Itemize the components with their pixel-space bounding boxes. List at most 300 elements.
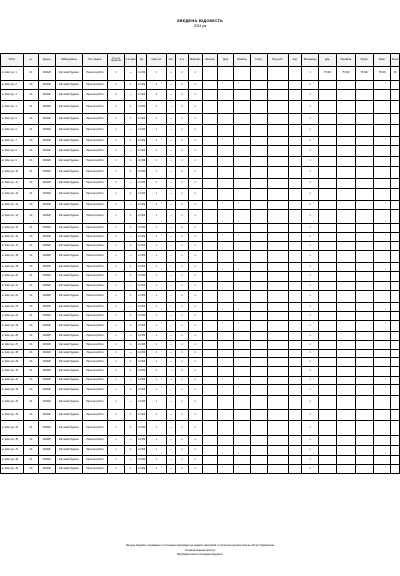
table-cell bbox=[373, 312, 391, 321]
table-cell: — bbox=[166, 81, 175, 90]
table-cell bbox=[373, 90, 391, 101]
table-cell bbox=[202, 81, 218, 90]
table-cell: 1 bbox=[146, 179, 166, 189]
table-cell: 1 bbox=[302, 189, 319, 201]
table-cell: 1 bbox=[302, 67, 319, 81]
table-cell bbox=[202, 291, 218, 303]
table-cell: 4 bbox=[176, 81, 189, 90]
table-cell bbox=[233, 81, 250, 90]
table-cell: 1 bbox=[188, 101, 202, 114]
table-cell: 1 bbox=[108, 282, 125, 291]
table-cell: 1/1 bbox=[24, 321, 39, 332]
table-cell: Проектні роботи bbox=[82, 291, 107, 303]
table-cell: 1 bbox=[302, 251, 319, 263]
table-cell: м. Київ, вул. 21 bbox=[1, 282, 24, 291]
table-cell bbox=[267, 157, 288, 167]
table-cell bbox=[202, 410, 218, 421]
table-row bbox=[1, 410, 400, 421]
table-cell bbox=[267, 224, 288, 233]
table-cell bbox=[218, 167, 234, 179]
table-cell bbox=[218, 303, 234, 312]
table-cell: 1 bbox=[176, 251, 189, 263]
table-cell: 1 bbox=[188, 332, 202, 341]
table-cell bbox=[218, 201, 234, 210]
column-header: Дод. bbox=[319, 54, 337, 67]
table-cell: 1 bbox=[188, 321, 202, 332]
table-cell bbox=[250, 233, 267, 242]
table-cell bbox=[288, 377, 302, 385]
table-cell bbox=[391, 465, 400, 474]
table-cell bbox=[218, 421, 234, 436]
page-subtitle: 2024 рік bbox=[193, 24, 207, 28]
table-cell bbox=[355, 350, 373, 358]
table-cell: — bbox=[166, 321, 175, 332]
table-cell bbox=[250, 251, 267, 263]
table-cell: 1 bbox=[146, 367, 166, 377]
table-cell: 10/2020 bbox=[38, 385, 55, 396]
table-cell: м. Київ, вул. 2 bbox=[1, 81, 24, 90]
table-cell: 2 bbox=[146, 90, 166, 101]
table-cell: 10/2020 bbox=[38, 125, 55, 137]
table-cell bbox=[233, 224, 250, 233]
table-cell: 1 bbox=[188, 114, 202, 125]
table-cell bbox=[336, 436, 355, 446]
table-cell: 10/2020 bbox=[38, 224, 55, 233]
table-cell bbox=[391, 224, 400, 233]
table-cell bbox=[336, 263, 355, 272]
table-cell: 1 bbox=[302, 385, 319, 396]
table-cell: Проектні роботи bbox=[82, 332, 107, 341]
table-cell bbox=[202, 189, 218, 201]
table-cell: 1 bbox=[176, 272, 189, 282]
table-cell: 1 bbox=[108, 377, 125, 385]
table-cell: Проектні роботи bbox=[82, 350, 107, 358]
table-cell bbox=[319, 81, 337, 90]
table-cell bbox=[373, 251, 391, 263]
table-cell bbox=[336, 179, 355, 189]
table-cell: — bbox=[166, 251, 175, 263]
table-cell bbox=[355, 291, 373, 303]
table-cell: — bbox=[124, 350, 137, 358]
table-cell: 1 bbox=[146, 201, 166, 210]
table-cell: 1/1 bbox=[24, 282, 39, 291]
table-cell: 14 000 bbox=[137, 251, 146, 263]
table-cell bbox=[355, 465, 373, 474]
table-cell: 10/2020 bbox=[38, 291, 55, 303]
table-cell: — bbox=[166, 385, 175, 396]
table-cell bbox=[250, 90, 267, 101]
table-cell bbox=[233, 90, 250, 101]
table-cell: 1 bbox=[302, 341, 319, 350]
table-cell: 1 bbox=[124, 157, 137, 167]
table-cell bbox=[288, 410, 302, 421]
table-cell: м. Київ, вул. 29 bbox=[1, 358, 24, 367]
table-cell bbox=[391, 137, 400, 146]
table-cell bbox=[267, 282, 288, 291]
table-row bbox=[1, 282, 400, 291]
table-cell: — bbox=[124, 179, 137, 189]
column-header: Ціна, грн bbox=[146, 54, 166, 67]
table-cell bbox=[288, 179, 302, 189]
table-cell: 1 bbox=[146, 224, 166, 233]
table-cell bbox=[218, 67, 234, 81]
table-cell: 10/2020 bbox=[38, 410, 55, 421]
table-cell bbox=[218, 81, 234, 90]
table-cell: 1 bbox=[302, 201, 319, 210]
table-cell: м. Київ, вул. 8 bbox=[1, 146, 24, 157]
table-cell: Житловий будинок bbox=[55, 179, 82, 189]
table-row bbox=[1, 224, 400, 233]
column-header: К-ть факт bbox=[124, 54, 137, 67]
table-cell bbox=[288, 436, 302, 446]
table-cell: 4 bbox=[176, 101, 189, 114]
table-cell: — bbox=[166, 101, 175, 114]
table-cell: — bbox=[124, 377, 137, 385]
table-cell bbox=[267, 396, 288, 410]
table-cell bbox=[391, 332, 400, 341]
table-cell: 1 bbox=[302, 321, 319, 332]
footer-signature-1: Головний інженер проекту bbox=[184, 549, 216, 552]
table-cell: 1 bbox=[176, 332, 189, 341]
table-cell: 1/1 bbox=[24, 291, 39, 303]
table-cell: Проектні роботи bbox=[82, 167, 107, 179]
table-cell: Проектні роботи bbox=[82, 114, 107, 125]
table-cell: Житловий будинок bbox=[55, 377, 82, 385]
table-cell bbox=[336, 90, 355, 101]
table-cell bbox=[355, 282, 373, 291]
table-cell bbox=[218, 410, 234, 421]
table-cell bbox=[288, 358, 302, 367]
table-cell bbox=[319, 90, 337, 101]
table-cell: 1 bbox=[188, 410, 202, 421]
table-cell bbox=[233, 272, 250, 282]
table-cell bbox=[288, 421, 302, 436]
table-cell bbox=[202, 179, 218, 189]
table-cell: Житловий будинок bbox=[55, 81, 82, 90]
table-cell bbox=[373, 210, 391, 224]
table-cell: 1 bbox=[302, 146, 319, 157]
table-cell bbox=[319, 358, 337, 367]
table-cell: 1 bbox=[176, 157, 189, 167]
column-header: Залишок bbox=[202, 54, 218, 67]
table-cell bbox=[319, 465, 337, 474]
table-cell: Проектні роботи bbox=[82, 341, 107, 350]
table-cell bbox=[319, 167, 337, 179]
table-cell bbox=[391, 125, 400, 137]
table-cell: — bbox=[166, 242, 175, 251]
table-cell: 10/2020 bbox=[38, 201, 55, 210]
table-cell: м. Київ, вул. 23 bbox=[1, 303, 24, 312]
table-cell: 1 bbox=[146, 465, 166, 474]
table-cell bbox=[233, 114, 250, 125]
table-cell: 1 bbox=[108, 67, 125, 81]
table-cell: 1 bbox=[108, 263, 125, 272]
table-cell bbox=[202, 377, 218, 385]
table-cell bbox=[267, 321, 288, 332]
table-cell: — bbox=[124, 67, 137, 81]
table-cell bbox=[233, 157, 250, 167]
table-cell: Житловий будинок bbox=[55, 224, 82, 233]
table-cell bbox=[391, 350, 400, 358]
table-cell: 14 000 bbox=[137, 233, 146, 242]
table-cell bbox=[355, 189, 373, 201]
table-cell bbox=[391, 367, 400, 377]
table-cell: 10/2020 bbox=[38, 146, 55, 157]
table-cell: — bbox=[124, 332, 137, 341]
table-cell bbox=[288, 282, 302, 291]
table-cell bbox=[267, 421, 288, 436]
table-cell: 1 bbox=[108, 81, 125, 90]
table-cell: 1 bbox=[176, 282, 189, 291]
table-cell bbox=[288, 263, 302, 272]
table-cell: 1 bbox=[176, 114, 189, 125]
table-cell: 1 bbox=[188, 157, 202, 167]
table-cell: 1 bbox=[108, 125, 125, 137]
table-cell bbox=[319, 242, 337, 251]
table-cell: 10/2020 bbox=[38, 189, 55, 201]
table-cell: 1 bbox=[188, 358, 202, 367]
table-cell bbox=[233, 263, 250, 272]
table-cell bbox=[250, 321, 267, 332]
table-cell: м. Київ, вул. 36 bbox=[1, 436, 24, 446]
table-cell: — bbox=[166, 210, 175, 224]
table-cell bbox=[373, 465, 391, 474]
table-cell bbox=[202, 233, 218, 242]
table-cell: 1 bbox=[124, 167, 137, 179]
table-cell: 10/2020 bbox=[38, 377, 55, 385]
table-cell: 1 bbox=[176, 179, 189, 189]
table-cell bbox=[336, 341, 355, 350]
table-cell: 1 bbox=[176, 201, 189, 210]
table-cell: 1/1 bbox=[24, 465, 39, 474]
table-cell bbox=[336, 157, 355, 167]
table-cell bbox=[267, 189, 288, 201]
table-cell bbox=[267, 377, 288, 385]
table-cell: 10/2020 bbox=[38, 350, 55, 358]
table-cell: 14 000 bbox=[137, 81, 146, 90]
table-cell: 1 bbox=[124, 210, 137, 224]
table-cell: 1 bbox=[302, 167, 319, 179]
table-cell: 1/1 bbox=[24, 67, 39, 81]
table-cell bbox=[373, 303, 391, 312]
table-cell: 1 bbox=[302, 114, 319, 125]
table-cell: 1 bbox=[188, 350, 202, 358]
table-cell: 1 bbox=[188, 224, 202, 233]
table-row bbox=[1, 167, 400, 179]
table-cell: 1 bbox=[146, 137, 166, 146]
table-cell: — bbox=[124, 90, 137, 101]
table-row bbox=[1, 146, 400, 157]
table-cell: Проектні роботи bbox=[82, 242, 107, 251]
table-cell: 1 bbox=[302, 377, 319, 385]
table-cell: 14 000 bbox=[137, 321, 146, 332]
column-header: Кол. bbox=[166, 54, 175, 67]
column-header: Тип / модель bbox=[82, 54, 107, 67]
table-cell bbox=[233, 421, 250, 436]
table-cell: — bbox=[124, 125, 137, 137]
table-cell bbox=[233, 125, 250, 137]
table-cell: 14 000 bbox=[137, 377, 146, 385]
table-cell bbox=[319, 210, 337, 224]
table-cell: 10/2020 bbox=[38, 67, 55, 81]
table-cell bbox=[218, 272, 234, 282]
table-cell: 1 bbox=[302, 263, 319, 272]
table-cell bbox=[250, 332, 267, 341]
table-cell bbox=[202, 167, 218, 179]
table-cell bbox=[355, 179, 373, 189]
table-cell bbox=[250, 303, 267, 312]
table-cell: м. Київ, вул. 39 bbox=[1, 465, 24, 474]
table-cell: м. Київ, вул. 19 bbox=[1, 263, 24, 272]
table-cell: 10/2020 bbox=[38, 332, 55, 341]
table-cell bbox=[336, 350, 355, 358]
table-cell bbox=[288, 233, 302, 242]
table-cell: 1 bbox=[188, 396, 202, 410]
table-cell: Проектні роботи bbox=[82, 385, 107, 396]
table-cell bbox=[391, 114, 400, 125]
table-cell: 10/2020 bbox=[38, 421, 55, 436]
table-cell: Проектні роботи bbox=[82, 90, 107, 101]
table-cell: 1 bbox=[302, 465, 319, 474]
table-cell: 1/1 bbox=[24, 303, 39, 312]
table-cell bbox=[373, 167, 391, 179]
table-cell bbox=[319, 303, 337, 312]
table-cell: 1 bbox=[302, 101, 319, 114]
table-cell bbox=[319, 421, 337, 436]
table-cell bbox=[336, 201, 355, 210]
table-cell: м. Київ, вул. 4 bbox=[1, 101, 24, 114]
table-cell bbox=[250, 224, 267, 233]
table-cell bbox=[336, 233, 355, 242]
table-cell: м. Київ, вул. 16 bbox=[1, 233, 24, 242]
table-cell bbox=[288, 341, 302, 350]
table-cell bbox=[391, 436, 400, 446]
table-cell: Житловий будинок bbox=[55, 436, 82, 446]
table-body bbox=[1, 67, 400, 474]
table-cell: 1 bbox=[188, 377, 202, 385]
table-cell: 1 bbox=[302, 312, 319, 321]
table-row bbox=[1, 210, 400, 224]
table-cell bbox=[288, 201, 302, 210]
table-cell bbox=[288, 242, 302, 251]
table-cell: Проектні роботи bbox=[82, 456, 107, 465]
table-cell bbox=[267, 465, 288, 474]
table-cell bbox=[288, 101, 302, 114]
table-cell: м. Київ, вул. 26 bbox=[1, 332, 24, 341]
table-cell: 1 bbox=[176, 125, 189, 137]
table-cell bbox=[373, 189, 391, 201]
table-cell: 1/1 bbox=[24, 189, 39, 201]
table-cell bbox=[373, 396, 391, 410]
table-cell bbox=[336, 251, 355, 263]
table-cell bbox=[288, 465, 302, 474]
table-cell: 1 bbox=[146, 332, 166, 341]
table-cell bbox=[336, 282, 355, 291]
table-cell: Проектні роботи bbox=[82, 465, 107, 474]
table-cell bbox=[336, 210, 355, 224]
table-cell: — bbox=[166, 358, 175, 367]
table-cell bbox=[218, 125, 234, 137]
table-cell bbox=[391, 90, 400, 101]
table-cell: 1/1 bbox=[24, 157, 39, 167]
table-cell bbox=[355, 312, 373, 321]
table-cell bbox=[319, 125, 337, 137]
table-cell: 1/1 bbox=[24, 456, 39, 465]
table-cell: 1 bbox=[146, 377, 166, 385]
table-cell bbox=[391, 101, 400, 114]
table-cell: 1 bbox=[146, 410, 166, 421]
table-cell: 1 bbox=[302, 125, 319, 137]
table-cell: 1 bbox=[188, 210, 202, 224]
table-cell bbox=[233, 233, 250, 242]
table-cell bbox=[319, 101, 337, 114]
table-cell: 1 bbox=[176, 465, 189, 474]
table-cell: — bbox=[166, 312, 175, 321]
table-cell: 1/1 bbox=[24, 251, 39, 263]
table-cell: Житловий будинок bbox=[55, 446, 82, 456]
table-cell: 1/1 bbox=[24, 233, 39, 242]
table-cell bbox=[319, 332, 337, 341]
table-cell bbox=[336, 332, 355, 341]
table-cell: 1 bbox=[124, 114, 137, 125]
table-cell bbox=[250, 396, 267, 410]
table-cell: 1 bbox=[146, 396, 166, 410]
table-cell: м. Київ, вул. 10 bbox=[1, 167, 24, 179]
table-cell: 1 bbox=[108, 272, 125, 282]
footer-signature-2: Відповідальний за складання відомості bbox=[177, 553, 223, 556]
table-cell bbox=[319, 224, 337, 233]
table-cell: 1 bbox=[188, 421, 202, 436]
table-cell: 10/2020 bbox=[38, 282, 55, 291]
table-cell: 75 000 bbox=[319, 67, 337, 81]
column-header: Од. bbox=[137, 54, 146, 67]
table-cell: 10/2020 bbox=[38, 272, 55, 282]
table-cell bbox=[288, 396, 302, 410]
table-cell bbox=[250, 67, 267, 81]
table-header-row bbox=[1, 54, 400, 67]
table-cell: 1/1 bbox=[24, 137, 39, 146]
table-cell: 1/1 bbox=[24, 146, 39, 157]
table-cell: 1/1 bbox=[24, 90, 39, 101]
table-cell bbox=[218, 377, 234, 385]
table-cell bbox=[267, 167, 288, 179]
table-cell: 14 000 bbox=[137, 396, 146, 410]
table-cell bbox=[250, 157, 267, 167]
table-cell bbox=[355, 396, 373, 410]
table-cell bbox=[355, 224, 373, 233]
table-cell: м. Київ, вул. 30 bbox=[1, 367, 24, 377]
table-cell: 1 bbox=[146, 233, 166, 242]
table-row bbox=[1, 114, 400, 125]
table-cell: 1 bbox=[146, 114, 166, 125]
table-cell bbox=[319, 189, 337, 201]
table-cell bbox=[319, 446, 337, 456]
table-cell: — bbox=[166, 137, 175, 146]
table-cell bbox=[288, 367, 302, 377]
table-cell: 14 000 bbox=[137, 341, 146, 350]
table-cell bbox=[288, 312, 302, 321]
table-cell bbox=[267, 233, 288, 242]
table-cell bbox=[288, 114, 302, 125]
table-row bbox=[1, 189, 400, 201]
table-cell: Житловий будинок bbox=[55, 137, 82, 146]
table-cell bbox=[233, 456, 250, 465]
table-cell: м. Київ, вул. 7 bbox=[1, 137, 24, 146]
table-cell bbox=[202, 125, 218, 137]
table-cell: — bbox=[166, 67, 175, 81]
table-cell bbox=[250, 456, 267, 465]
table-cell bbox=[233, 446, 250, 456]
